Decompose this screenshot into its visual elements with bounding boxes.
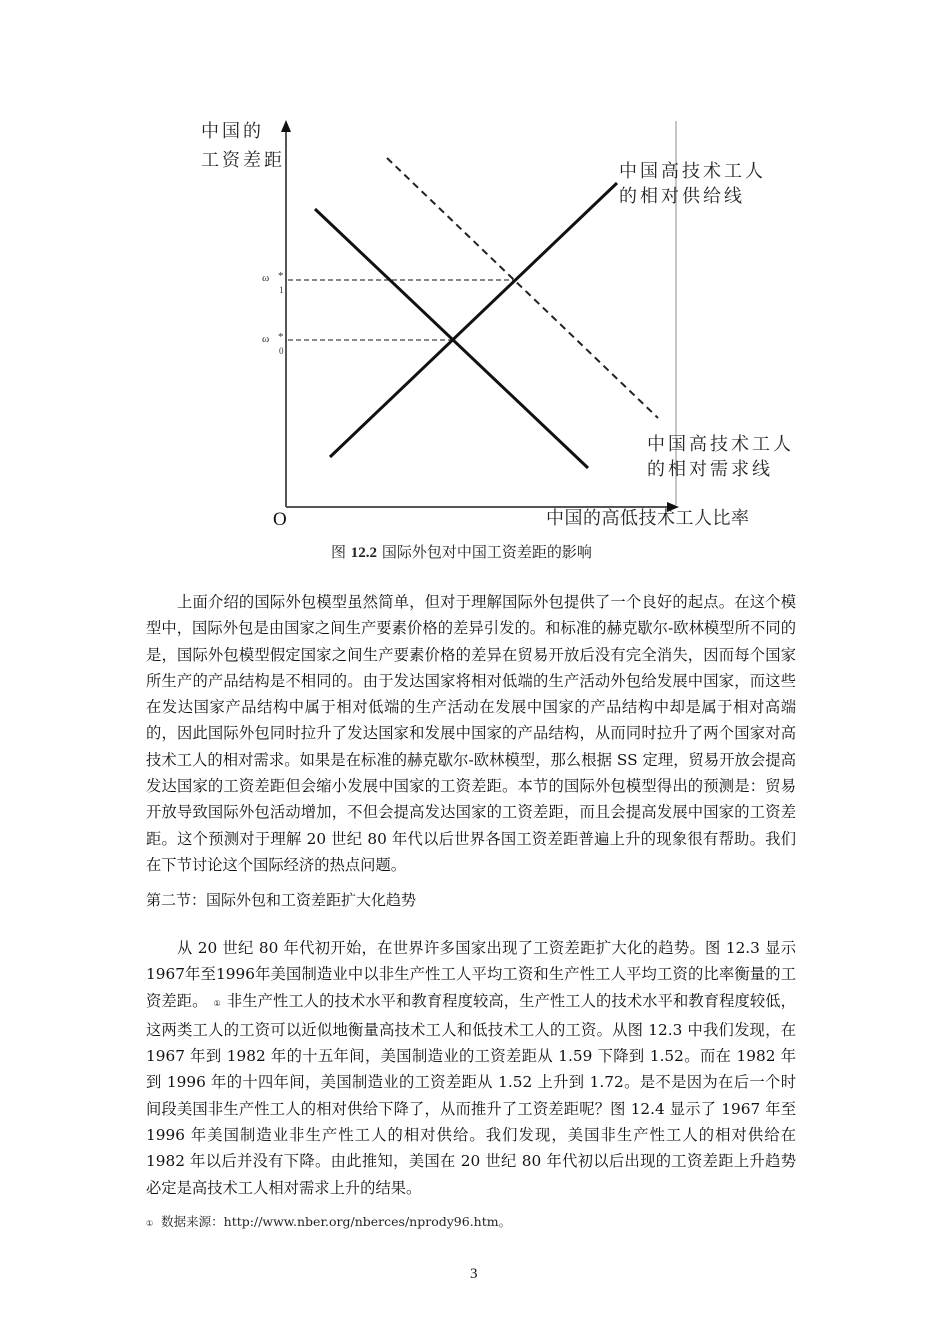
demand-label-line1: 中国高技术工人 [647, 434, 794, 455]
origin-label: O [273, 509, 287, 530]
figure-12-2 [0, 0, 950, 570]
footnote-mark: ① [146, 1219, 154, 1228]
footnote-reference[interactable]: ① [213, 998, 221, 1008]
y-axis-arrow-icon [281, 120, 291, 132]
footnote-text: 数据来源：http://www.nber.org/nberces/nprody96.htm。 [161, 1214, 512, 1229]
page-number: 3 [470, 1266, 478, 1282]
chart-plot [0, 0, 950, 530]
demand-label-line2: 的相对需求线 [647, 459, 773, 480]
supply-label-line2: 的相对供给线 [619, 186, 745, 207]
y-axis-label-line2: 工资差距 [201, 150, 285, 171]
section-heading: 第二节：国际外包和工资差距扩大化趋势 [146, 891, 417, 909]
supply-line [330, 183, 617, 457]
demand-line-shifted [387, 158, 658, 418]
omega0-label: ω * 0 [262, 331, 284, 356]
omega1-label: ω * 1 [262, 270, 284, 295]
supply-label-line1: 中国高技术工人 [619, 161, 766, 182]
y-axis-label-line1: 中国的 [201, 121, 264, 142]
footnote [146, 1212, 511, 1230]
figure-caption: 图 12.2 国际外包对中国工资差距的影响 [331, 543, 592, 561]
x-axis-label: 中国的高低技术工人比率 [546, 508, 750, 529]
body-paragraph-1: 上面介绍的国际外包模型虽然简单，但对于理解国际外包提供了一个良好的起点。在这个模型中，国际外包是由国家之间生产要素价格的差异引发的。和标准的赫克歇尔-欧林模型所不同的是，国际外包模型假定国家之间生产要素价格的差异在贸易开放后没有完全消失，因而每个国家所生产的产品结构是不相同的。由于发达国家将相对低端的生产活动外包给发展中国家，而这些在发达国家产品结构中属于相对低端的生产活动在发展中国家的产品结构中却是属于相对高端的，因此国际外包同时拉升了发达国家和发展中国家的产品结构，从而同时拉升了两个国家对高技术工人的相对需求。如果是在标准的赫克歇尔-欧林模型，那么根据 SS 定理，贸易开放会提高发达国家的工资差距但会缩小发展中国家的工资差距。本节的国际外包模型得出的预测是：贸易开放导致国际外包活动增加，不但会提高发达国家的工资差距，而且会提高发展中国家的工资差距。这个预测对于理解 20 世纪 80 年代以后世界各国工资差距普遍上升的现象很有帮助。我们在下节讨论这个国际经济的热点问题。 [146, 593, 796, 874]
body-paragraph-2: 从 20 世纪 80 年代初开始，在世界许多国家出现了工资差距扩大化的趋势。图 12.3 显示1967年至1996年美国制造业中以非生产性工人平均工资和生产性工人平均工资的比率衡量的工资差距。 ① 非生产性工人的技术水平和教育程度较高，生产性工人的技术水平和教育程度较低，这两类工人的工资可以近似地衡量高技术工人和低技术工人的工资。从图 12.3 中我们发现，在 1967 年到 1982 年的十五年间，美国制造业的工资差距从 1.59 下降到 1.52。而在 1982 年到 1996 年的十四年间，美国制造业的工资差距从 1.52 上升到 1.72。是不是因为在后一个时间段美国非生产性工人的相对供给下降了，从而推升了工资差距呢？图 12.4 显示了 1967 年至 1996 年美国制造业非生产性工人的相对供给。我们发现，美国非生产性工人的相对供给在 1982 年以后并没有下降。由此推知，美国在 20 世纪 80 年代初以后出现的工资差距上升趋势必定是高技术工人相对需求上升的结果。 [146, 939, 796, 1197]
